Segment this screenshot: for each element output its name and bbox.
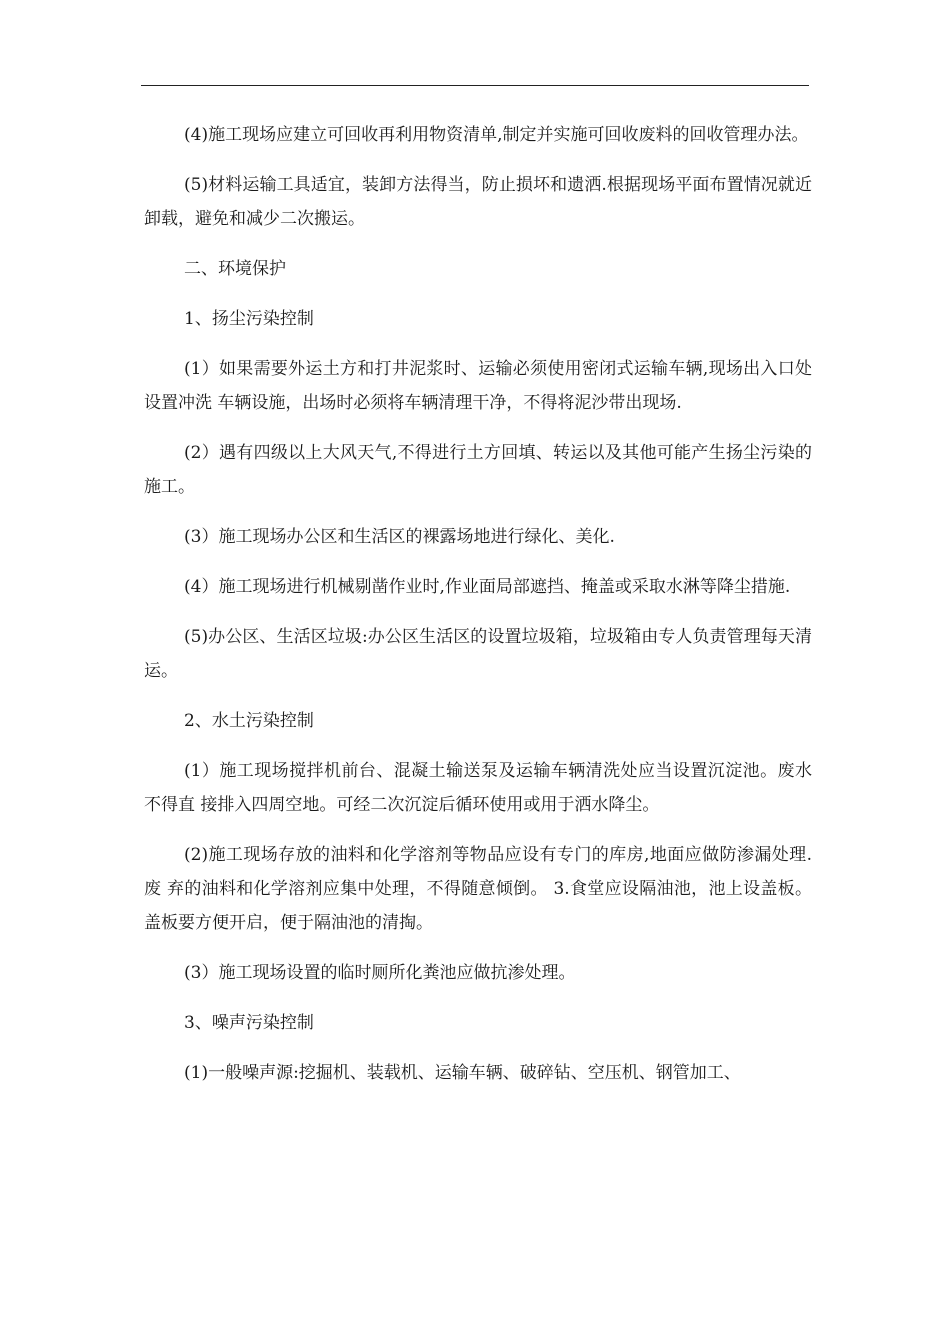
subsection-heading: 3、噪声污染控制	[184, 1013, 314, 1033]
paragraph: (1）如果需要外运土方和打井泥浆时、运输必须使用密闭式运输车辆,现场出入口处设置冲洗 车辆设施，出场时必须将车辆清理干净，不得将泥沙带出现场.	[144, 359, 812, 413]
paragraph: (3）施工现场设置的临时厕所化粪池应做抗渗处理。	[184, 963, 576, 983]
subsection-heading: 2、水土污染控制	[184, 711, 314, 731]
paragraph: (2）遇有四级以上大风天气,不得进行土方回填、转运以及其他可能产生扬尘污染的施工。	[144, 443, 812, 497]
header-rule	[141, 85, 809, 86]
subsection-heading: 1、扬尘污染控制	[184, 309, 314, 329]
paragraph: (5)办公区、生活区垃圾:办公区生活区的设置垃圾箱，垃圾箱由专人负责管理每天清运。	[144, 627, 812, 681]
paragraph: (1）施工现场搅拌机前台、混凝土输送泵及运输车辆清洗处应当设置沉淀池。废水不得直 接排入四周空地。可经二次沉淀后循环使用或用于洒水降尘。	[144, 761, 812, 815]
paragraph: (4)施工现场应建立可回收再利用物资清单,制定并实施可回收废料的回收管理办法。	[184, 125, 809, 145]
paragraph: (2)施工现场存放的油料和化学溶剂等物品应设有专门的库房,地面应做防渗漏处理.废 弃的油料和化学溶剂应集中处理，不得随意倾倒。 3.食堂应设隔油池，池上设盖板。盖板要方便开启，便于隔油池的清掏。	[144, 845, 812, 933]
paragraph: (5)材料运输工具适宜，装卸方法得当，防止损坏和遗洒.根据现场平面布置情况就近卸载，避免和减少二次搬运。	[144, 175, 812, 229]
paragraph: (4）施工现场进行机械剔凿作业时,作业面局部遮挡、掩盖或采取水淋等降尘措施.	[184, 577, 791, 597]
document-body	[144, 118, 812, 1106]
paragraph: (3）施工现场办公区和生活区的裸露场地进行绿化、美化.	[184, 527, 615, 547]
paragraph: (1)一般噪声源:挖掘机、装载机、运输车辆、破碎钻、空压机、钢管加工、	[184, 1063, 741, 1083]
section-heading: 二、环境保护	[184, 259, 286, 279]
